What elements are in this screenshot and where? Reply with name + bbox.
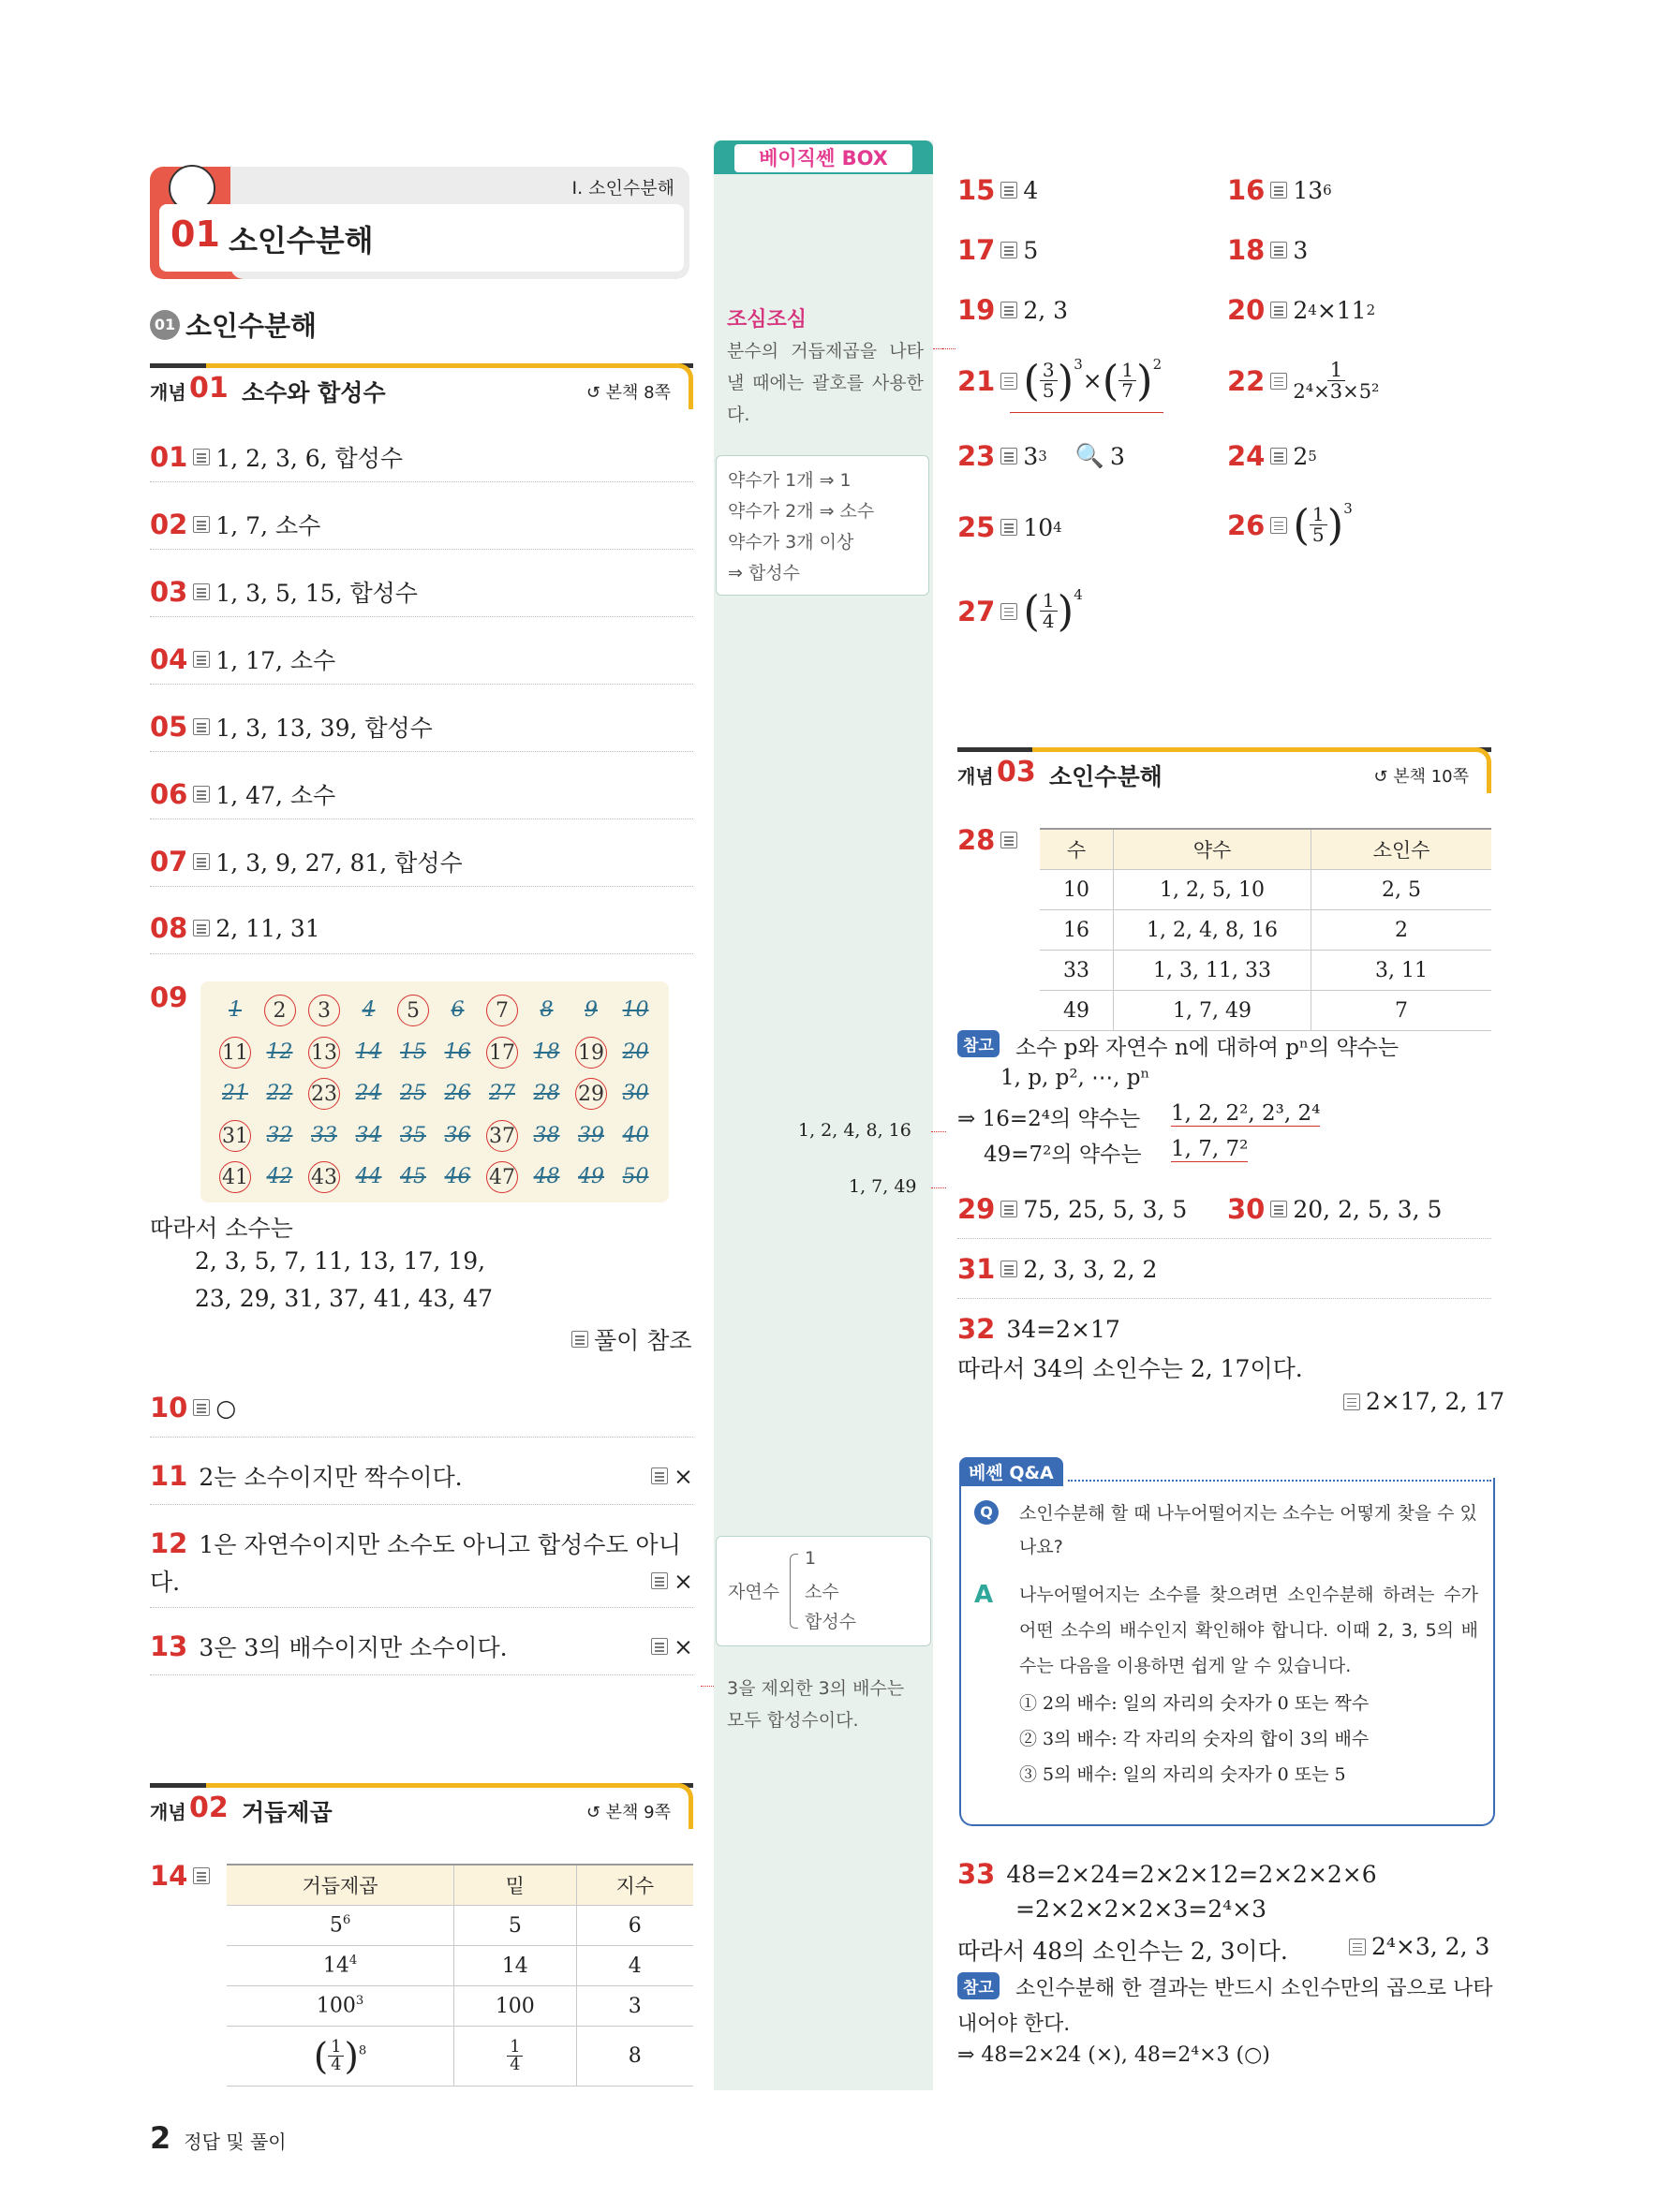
note1-line3b: 1, 2, 2², 2³, 2⁴ (1171, 1101, 1321, 1126)
answer-icon (193, 1867, 210, 1884)
q17: 17 5 (957, 234, 1039, 266)
answer-row: 02 1, 7, 소수 (150, 509, 321, 540)
list-item: ③ 5의 배수: 일의 자리의 숫자가 0 또는 5 (1019, 1764, 1346, 1785)
q32-line2: 따라서 34의 소인수는 2, 17이다. (957, 1355, 1303, 1382)
answer-row: 08 2, 11, 31 (150, 912, 320, 944)
table-row: $14^4$ 14 4 (227, 1946, 693, 1986)
sieve-cell: 9 (585, 998, 598, 1022)
concept-number: 01 (189, 372, 229, 405)
note1-line1: 소수 p와 자연수 n에 대하여 pⁿ의 약수는 (1015, 1036, 1400, 1060)
q12-cont: 다. × (150, 1567, 693, 1596)
q29: 29 75, 25, 5, 3, 5 (957, 1193, 1188, 1225)
sieve-cell: 43 (308, 1161, 340, 1193)
sieve-cell: 2 (264, 995, 296, 1026)
q-number: 09 (150, 981, 188, 1013)
magnifier-icon: 🔍 (1074, 442, 1104, 469)
sieve-cell: 7 (486, 995, 518, 1026)
answer-row: 05 1, 3, 13, 39, 합성수 (150, 711, 433, 743)
chapter-number: 01 (170, 214, 220, 255)
answer-icon (193, 651, 210, 668)
sieve-cell: 29 (575, 1078, 607, 1110)
answer-icon (193, 449, 210, 465)
box-title: 베이직쎈 BOX (734, 144, 912, 172)
answer-icon (193, 718, 210, 735)
answer-icon (1343, 1394, 1360, 1410)
q26: 26 ( $\frac{1}{5}$ ) $^3$ (1227, 500, 1353, 550)
answer-row: 01 1, 2, 3, 6, 합성수 (150, 441, 404, 473)
list-item: ② 3의 배수: 각 자리의 숫자의 합이 3의 배수 (1019, 1729, 1370, 1749)
concept-01-header (150, 363, 693, 407)
sieve-cell: 28 (533, 1082, 560, 1105)
sieve-cell: 49 (578, 1165, 604, 1188)
sieve-cell: 12 (266, 1040, 293, 1064)
sieve-cell: 4 (362, 998, 376, 1022)
answer-icon (1349, 1939, 1366, 1955)
answer-row: 04 1, 17, 소수 (150, 643, 336, 675)
q11: 11 2는 소수이지만 짝수이다. × (150, 1460, 693, 1492)
q32-answer: 2×17, 2, 17 (1338, 1388, 1504, 1415)
q13: 13 3은 3의 배수이지만 소수이다. × (150, 1630, 693, 1662)
table-row: 33 1, 3, 11, 33 3, 11 (1040, 951, 1491, 991)
answer-icon (1000, 373, 1017, 390)
sieve-cell: 15 (400, 1040, 426, 1064)
sieve-cell: 45 (400, 1165, 426, 1188)
q33-note1: 소인수분해 한 결과는 반드시 소인수만의 곱으로 나타 (1015, 1977, 1493, 2000)
note1-line3a: ⇒ 16=2⁴의 약수는 (957, 1107, 1141, 1131)
q09-primes-2: 23, 29, 31, 37, 41, 43, 47 (195, 1285, 494, 1312)
note-tag: 참고 (957, 1972, 1000, 1999)
sieve-cell: 17 (486, 1037, 518, 1069)
textbook-ref: ↺ 본책 8쪽 (585, 383, 671, 403)
answer-icon (1000, 832, 1017, 848)
sieve-cell: 44 (355, 1165, 382, 1188)
q33-line2: =2×2×2×2×3=2⁴×3 (1015, 1895, 1266, 1923)
list-item: ① 2의 배수: 일의 자리의 숫자가 0 또는 짝수 (1019, 1693, 1370, 1714)
answer-icon (1000, 1201, 1017, 1217)
q09-answer: 풀이 참조 (566, 1322, 692, 1356)
answer-icon (1000, 302, 1017, 318)
qa-answer: 나누어떨어지는 소수를 찾으려면 소인수분해 하려는 수가 어떤 소수의 배수인지 확인해야 합니다. 이때 2, 3, 5의 배수는 다음을 이용하면 쉽게 알 수 있습니다. (1019, 1585, 1478, 1676)
answer-icon (1270, 517, 1287, 534)
answer-icon (651, 1467, 668, 1484)
sieve-cell: 8 (540, 998, 554, 1022)
table-row: $100^3$ 100 3 (227, 1986, 693, 2027)
power-table (227, 1864, 693, 2087)
concept-label: 개념 (150, 381, 186, 404)
concept-03-header: 개념 03 소인수분해 ↺ 본책 10쪽 (957, 747, 1491, 791)
col-header: 지수 (576, 1865, 693, 1906)
answer-letter-icon: A (974, 1581, 994, 1609)
sieve-cell: 36 (444, 1123, 471, 1147)
col-header: 밑 (454, 1865, 576, 1906)
qa-question: 소인수분해 할 때 나누어떨어지는 소수는 어떻게 찾을 수 있나요? (1019, 1503, 1477, 1557)
q25: 25 10 4 (957, 511, 1062, 543)
sieve-cell: 6 (451, 998, 465, 1022)
question-icon: Q (974, 1500, 999, 1525)
answer-icon (1270, 242, 1287, 258)
answer-icon (1000, 603, 1017, 620)
answer-icon (1000, 1261, 1017, 1277)
sieve-cell: 23 (308, 1078, 340, 1110)
sieve-cell: 1 (229, 998, 242, 1022)
sieve-cell: 34 (355, 1123, 382, 1147)
q20: 20 2 4 × 11 2 (1227, 294, 1376, 326)
sieve-cell: 19 (575, 1037, 607, 1069)
sieve-cell: 42 (266, 1165, 293, 1188)
sieve-cell: 46 (444, 1165, 471, 1188)
qa-box (959, 1478, 1495, 1826)
page-footer (150, 2120, 287, 2156)
note1-line4b: 1, 7, 7² (1171, 1137, 1249, 1161)
answer-row: 07 1, 3, 9, 27, 81, 합성수 (150, 846, 463, 877)
q33: 33 48=2×24=2×2×12=2×2×2×6 (957, 1858, 1377, 1890)
concept-title: 소수와 합성수 (242, 379, 386, 406)
chapter-title: 소인수분해 (229, 223, 374, 258)
sieve-cell: 16 (444, 1040, 471, 1064)
answer-icon (1270, 182, 1287, 199)
q10: 10 ○ (150, 1392, 237, 1423)
q09-intro: 따라서 소수는 (150, 1215, 293, 1242)
sieve-cell: 30 (622, 1082, 649, 1105)
sieve-cell: 10 (622, 998, 649, 1022)
sieve-cell: 39 (578, 1123, 604, 1147)
sieve-cell: 50 (622, 1165, 649, 1188)
q33-note2: 내어야 한다. (957, 2013, 1071, 2036)
sieve-cell: 41 (219, 1161, 251, 1193)
answer-icon (1270, 373, 1287, 390)
box-title-tab (714, 140, 933, 174)
sieve-cell: 22 (266, 1082, 293, 1105)
q31: 31 2, 3, 3, 2, 2 (957, 1253, 1158, 1285)
basic-box-column (714, 140, 933, 2090)
answer-icon (193, 516, 210, 533)
answer-icon (1270, 1201, 1287, 1217)
q30: 30 20, 2, 5, 3, 5 (1227, 1193, 1443, 1225)
sieve-cell: 21 (222, 1082, 248, 1105)
q18: 18 3 (1227, 234, 1309, 266)
answer-icon (1270, 302, 1287, 318)
qa-items (1019, 1686, 1369, 1792)
q24: 24 2 5 (1227, 440, 1317, 472)
sieve-cell: 40 (622, 1123, 649, 1147)
q23: 23 3 3 🔍 3 (957, 440, 1125, 472)
qa-tag: 베쎈 Q&A (959, 1457, 1063, 1486)
q33-note3: ⇒ 48=2×24 (×), 48=2⁴×3 (○) (957, 2043, 1270, 2067)
answer-icon (193, 583, 210, 600)
answer-icon (651, 1572, 668, 1589)
concept-02-header: 개념 02 거듭제곱 ↺ 본책 9쪽 (150, 1783, 693, 1827)
q19: 19 2, 3 (957, 294, 1069, 326)
q16: 16 13 6 (1227, 174, 1332, 206)
section-badge: 01 (150, 310, 180, 340)
answer-icon (193, 786, 210, 803)
section-title: 소인수분해 (185, 310, 318, 342)
sieve-cell: 5 (397, 995, 429, 1026)
note-tag: 참고 (957, 1030, 1000, 1057)
answer-icon (1000, 519, 1017, 536)
note-16-divisors: 1, 2, 4, 8, 16 (798, 1120, 911, 1141)
answer-icon (571, 1331, 588, 1348)
q28: 28 (957, 824, 1023, 856)
divisor-count-box: 약수가 1개 ⇒ 1 약수가 2개 ⇒ 소수 약수가 3개 이상 ⇒ 합성수 (716, 455, 929, 596)
table-row: ( $\frac{1}{4}$ )$^8$ $\frac{1}{4}$ 8 (227, 2027, 693, 2087)
sieve-cell: 25 (400, 1082, 426, 1105)
caution-title: 조심조심 (727, 308, 807, 332)
sieve-cell: 14 (355, 1040, 382, 1064)
sieve-cell: 11 (219, 1037, 251, 1069)
sieve-cell: 33 (311, 1123, 337, 1147)
q22: 22 $\frac{1}{\text{2⁴×3×5²}}$ (1227, 359, 1380, 404)
table-row: 49 1, 7, 49 7 (1040, 991, 1491, 1031)
answer-icon (1000, 182, 1017, 199)
sieve-cell: 32 (266, 1123, 293, 1147)
answer-icon (1000, 242, 1017, 258)
textbook-ref: ↺ 본책 10쪽 (1373, 767, 1469, 787)
q15: 15 4 (957, 174, 1039, 206)
factor-table: 수 약수 소인수 10 1, 2, 5, 10 2, 5 16 1, 2, 4, 8, 16 2 33 1, 3, 11, 33 3, 11 49 1, 7, 49 7 (1040, 828, 1491, 1031)
sieve-cell: 35 (400, 1123, 426, 1147)
answer-icon (193, 853, 210, 870)
sieve-cell: 3 (308, 995, 340, 1026)
answer-row: 06 1, 47, 소수 (150, 778, 336, 810)
answer-row: 03 1, 3, 5, 15, 합성수 (150, 576, 418, 608)
q09-primes-1: 2, 3, 5, 7, 11, 13, 17, 19, (195, 1247, 486, 1275)
sieve-cell: 13 (308, 1037, 340, 1069)
chapter-header (150, 167, 693, 279)
sieve-cell: 24 (355, 1082, 382, 1105)
sieve-cell: 48 (533, 1165, 560, 1188)
natural-number-box: 자연수 1 소수 합성수 (716, 1536, 931, 1646)
sieve-cell: 31 (219, 1120, 251, 1152)
table-row: $5^6$ 5 6 (227, 1906, 693, 1946)
q21: 21 ( $\frac{3}{5}$ ) $^3$ × ( $\frac{1}{7}$ ) $^2$ (957, 356, 1163, 406)
sieve-cell: 20 (622, 1040, 649, 1064)
caution-text: 분수의 거듭제곱을 나타낼 때에는 괄호를 사용한다. (727, 341, 924, 425)
table-row: 10 1, 2, 5, 10 2, 5 (1040, 870, 1491, 910)
note-49-divisors: 1, 7, 49 (849, 1176, 917, 1197)
q27: 27 ( $\frac{1}{4}$ ) $^4$ (957, 586, 1083, 636)
sieve-cell: 18 (533, 1040, 560, 1064)
q12: 12 1은 자연수이지만 소수도 아니고 합성수도 아니 (150, 1527, 681, 1559)
multiple3-note: 3을 제외한 3의 배수는 모두 합성수이다. (727, 1678, 905, 1731)
q14: 14 (150, 1860, 215, 1892)
sieve-cell: 37 (486, 1120, 518, 1152)
note1-line2: 1, p, p², ⋯, pⁿ (1000, 1066, 1150, 1090)
answer-icon (193, 1399, 210, 1416)
q33-line3: 따라서 48의 소인수는 2, 3이다. (957, 1938, 1288, 1965)
col-header: 거듭제곱 (227, 1865, 454, 1906)
unit-label: I. 소인수분해 (571, 178, 674, 199)
answer-icon (193, 920, 210, 936)
note1-line4a: 49=7²의 약수는 (984, 1143, 1142, 1167)
q33-answer: 2⁴×3, 2, 3 (1343, 1933, 1489, 1960)
sieve-cell: 38 (533, 1123, 560, 1147)
answer-icon (1000, 448, 1017, 465)
table-row: 16 1, 2, 4, 8, 16 2 (1040, 910, 1491, 951)
textbook-ref: ↺ 본책 9쪽 (585, 1803, 671, 1822)
section-heading (150, 305, 317, 344)
footer-label: 정답 및 풀이 (184, 2131, 287, 2153)
q32: 32 34=2×17 (957, 1313, 1120, 1345)
prime-sieve-grid (200, 981, 669, 1202)
page-number: 2 (150, 2120, 171, 2156)
sieve-cell: 27 (489, 1082, 515, 1105)
answer-icon (651, 1638, 668, 1655)
sieve-cell: 47 (486, 1161, 518, 1193)
answer-icon (1270, 448, 1287, 465)
sieve-cell: 26 (444, 1082, 471, 1105)
